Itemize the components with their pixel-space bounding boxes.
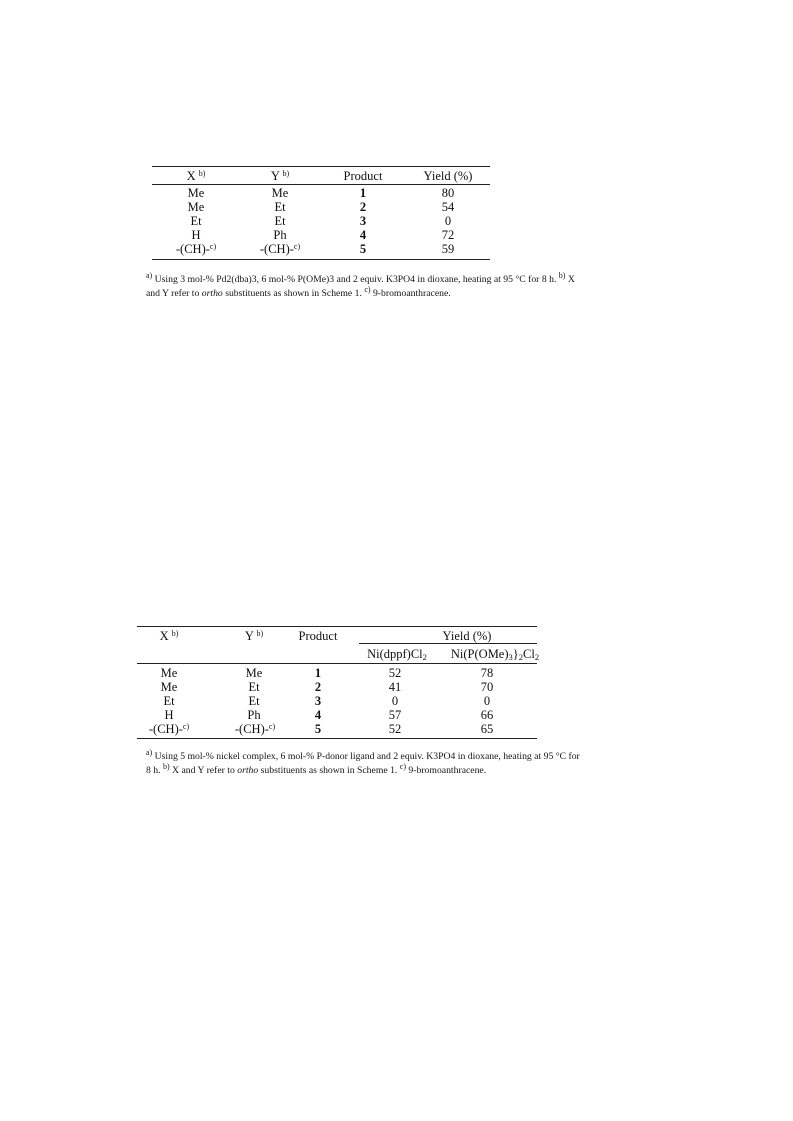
cell-x: H	[191, 228, 201, 242]
header-product: Product	[343, 169, 383, 183]
cell-product: 3	[314, 694, 322, 708]
cell-product: 2	[359, 200, 367, 214]
cell-y: Ph	[273, 228, 287, 242]
cell-yield-ni-dppf: 57	[388, 708, 402, 722]
cell-x: Et	[190, 214, 202, 228]
header-rule	[137, 663, 537, 664]
cell-x: -(CH)-$^{c)}$	[175, 242, 217, 256]
cell-y: Et	[248, 680, 260, 694]
table-2-footnote-line-1: $^{a)}$ Using 5 mol-% nickel complex, 6 mol-% P-donor ligand and 2 equiv. K3PO4 in dioxane, heating at 95 °C for	[146, 748, 580, 762]
cell-x: Me	[160, 666, 178, 680]
cell-yield: 72	[441, 228, 455, 242]
header-catalyst-2: $Ni(P(OMe)_3\}_2Cl_2$	[450, 647, 540, 662]
cell-yield-ni-dppf: 41	[388, 680, 402, 694]
table-2	[137, 626, 540, 742]
cell-yield-ni-dppf: 52	[388, 666, 402, 680]
cell-x: -(CH)-$^{c)}$	[148, 722, 190, 736]
cell-yield-ni-pome3: 70	[480, 680, 494, 694]
cell-yield-ni-pome3: 65	[480, 722, 494, 736]
header-product: Product	[298, 629, 338, 643]
bottom-rule	[152, 259, 490, 260]
cell-yield: 54	[441, 200, 455, 214]
header-y: Y $^{b)}$	[244, 629, 264, 643]
cell-product: 1	[314, 666, 322, 680]
cell-yield: 80	[441, 186, 455, 200]
cell-product: 5	[359, 242, 367, 256]
cell-product: 4	[359, 228, 367, 242]
table-1	[152, 166, 490, 266]
cell-y: Me	[271, 186, 289, 200]
cell-y: Me	[245, 666, 263, 680]
cell-product: 5	[314, 722, 322, 736]
cell-product: 4	[314, 708, 322, 722]
top-rule	[137, 626, 537, 627]
top-rule	[152, 166, 490, 167]
cell-yield-ni-pome3: 66	[480, 708, 494, 722]
cell-x: Me	[187, 200, 205, 214]
cell-y: Et	[274, 214, 286, 228]
header-rule	[152, 184, 490, 185]
yield-span-rule	[359, 643, 537, 644]
cell-yield-ni-dppf: 0	[391, 694, 399, 708]
cell-yield-ni-pome3: 78	[480, 666, 494, 680]
cell-x: Me	[187, 186, 205, 200]
cell-product: 2	[314, 680, 322, 694]
cell-yield-ni-pome3: 0	[483, 694, 491, 708]
cell-x: Et	[163, 694, 175, 708]
cell-yield: 0	[444, 214, 452, 228]
cell-yield-ni-dppf: 52	[388, 722, 402, 736]
header-catalyst-1: $Ni(dppf)Cl_2$	[367, 647, 427, 662]
cell-y: Et	[248, 694, 260, 708]
cell-x: Me	[160, 680, 178, 694]
header-yield: Yield (%)	[423, 169, 473, 183]
header-yield: Yield (%)	[442, 629, 492, 643]
cell-y: -(CH)-$^{c)}$	[259, 242, 301, 256]
table-1-footnote-line-1: $^{a)}$ Using 3 mol-% Pd2(dba)3, 6 mol-% P(OMe)3 and 2 equiv. K3PO4 in dioxane, heating at 95 °C for 8 h. $^{b)}$ X	[146, 271, 575, 285]
bottom-rule	[137, 738, 537, 739]
header-x: X $^{b)}$	[159, 629, 179, 643]
header-x: X $^{b)}$	[186, 169, 206, 183]
cell-y: Et	[274, 200, 286, 214]
cell-y: -(CH)-$^{c)}$	[234, 722, 276, 736]
table-2-footnote-line-2: 8 h. $^{b)}$ X and Y refer to ortho substituents as shown in Scheme 1. $^{c)}$ 9-bromoanthracene.	[146, 762, 487, 776]
cell-product: 3	[359, 214, 367, 228]
header-y: Y $^{b)}$	[270, 169, 290, 183]
cell-yield: 59	[441, 242, 455, 256]
table-1-footnote-line-2: and Y refer to ortho substituents as shown in Scheme 1. $^{c)}$ 9-bromoanthracene.	[146, 285, 451, 299]
cell-y: Ph	[247, 708, 261, 722]
cell-x: H	[164, 708, 174, 722]
cell-product: 1	[359, 186, 367, 200]
